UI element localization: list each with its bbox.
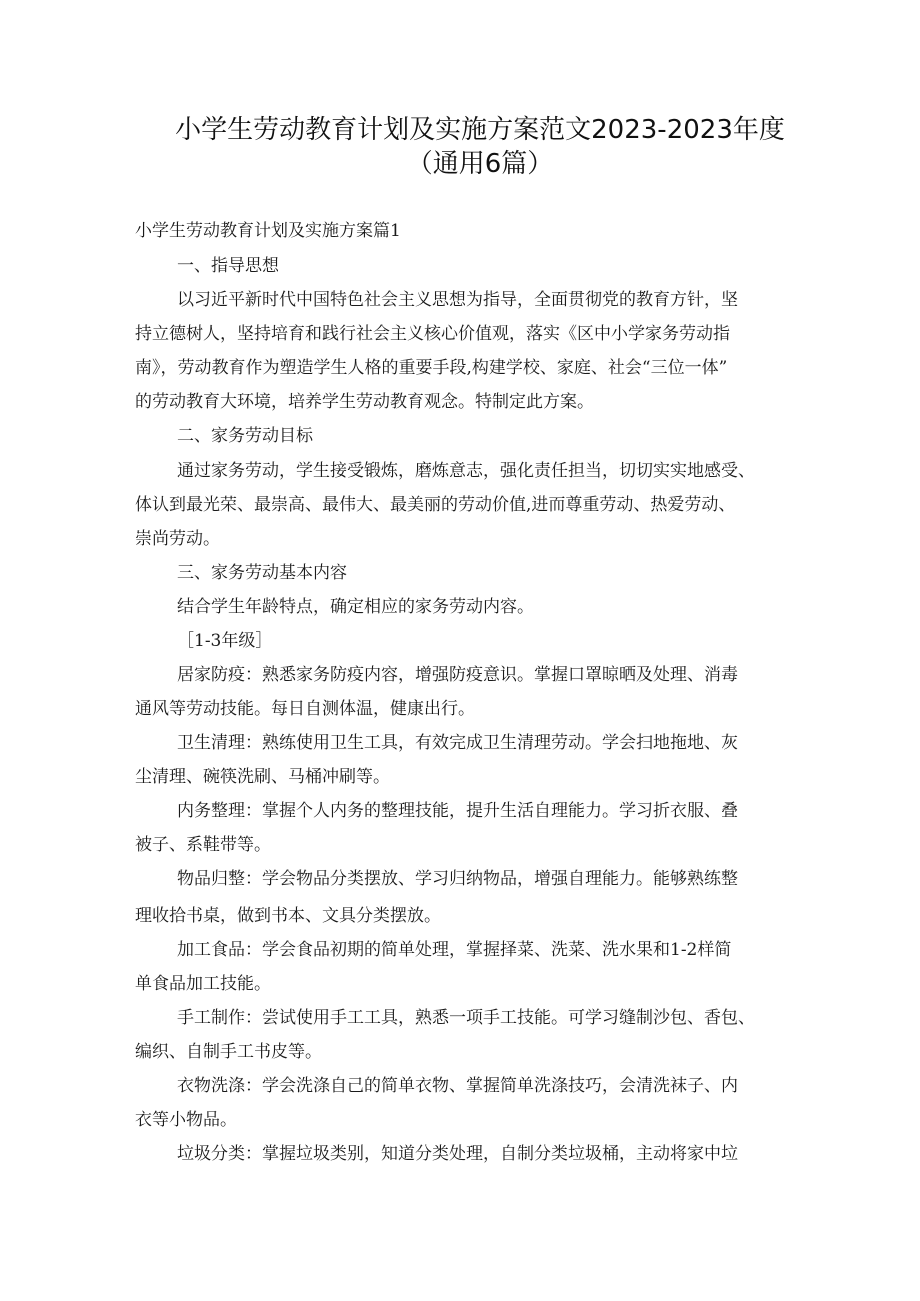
paragraph-line: 通风等劳动技能。每日自测体温，健康出行。 [135, 699, 475, 719]
paragraph-line: 衣物洗涤：学会洗涤自己的简单衣物、掌握简单洗涤技巧，会清洗袜子、内 [177, 1076, 738, 1096]
paragraph-line: 尘清理、碗筷洗刷、马桶冲刷等。 [135, 767, 390, 787]
document-subtitle: （通用6篇） [406, 149, 554, 179]
paragraph-line: 居家防疫：熟悉家务防疫内容，增强防疫意识。掌握口罩晾晒及处理、消毒 [177, 665, 738, 685]
paragraph-line: 以习近平新时代中国特色社会主义思想为指导，全面贯彻党的教育方针，坚 [177, 290, 738, 310]
document-title: 小学生劳动教育计划及实施方案范文2023-2023年度 [175, 115, 785, 145]
paragraph-line: 的劳动教育大环境，培养学生劳动教育观念。特制定此方案。 [135, 392, 594, 412]
paragraph-line: 结合学生年龄特点，确定相应的家务劳动内容。 [177, 597, 534, 617]
paragraph-line: 单食品加工技能。 [135, 974, 271, 994]
paragraph-line: 南》，劳动教育作为塑造学生人格的重要手段,构建学校、家庭、社会“三位一体” [135, 358, 728, 378]
paragraph-line: 垃圾分类：掌握垃圾类别，知道分类处理，自制分类垃圾桶，主动将家中垃 [177, 1144, 738, 1164]
paragraph-line: 编织、自制手工书皮等。 [135, 1042, 322, 1062]
grade-label: ［1-3年级］ [177, 631, 273, 651]
paragraph-line: 手工制作：尝试使用手工工具，熟悉一项手工技能。可学习缝制沙包、香包、 [177, 1008, 755, 1028]
paragraph-line: 卫生清理：熟练使用卫生工具，有效完成卫生清理劳动。学会扫地拖地、灰 [177, 733, 738, 753]
paragraph-line: 被子、系鞋带等。 [135, 835, 271, 855]
paragraph-line: 体认到最光荣、最崇高、最伟大、最美丽的劳动价值,进而尊重劳动、热爱劳动、 [135, 495, 736, 515]
section-heading: 小学生劳动教育计划及实施方案篇1 [135, 221, 401, 241]
paragraph-line: 通过家务劳动，学生接受锻炼，磨炼意志，强化责任担当，切切实实地感受、 [177, 461, 755, 481]
heading-guiding-ideology: 一、指导思想 [177, 256, 279, 276]
heading-basic-content: 三、家务劳动基本内容 [177, 563, 347, 583]
paragraph-line: 加工食品：学会食品初期的简单处理，掌握择菜、洗菜、洗水果和1-2样简 [177, 940, 732, 960]
paragraph-line: 内务整理：掌握个人内务的整理技能，提升生活自理能力。学习折衣服、叠 [177, 801, 738, 821]
paragraph-line: 理收拾书桌，做到书本、文具分类摆放。 [135, 906, 441, 926]
paragraph-line: 衣等小物品。 [135, 1110, 237, 1130]
heading-labor-goals: 二、家务劳动目标 [177, 426, 313, 446]
paragraph-line: 持立德树人，坚持培育和践行社会主义核心价值观，落实《区中小学家务劳动指 [135, 324, 730, 344]
paragraph-line: 崇尚劳动。 [135, 529, 220, 549]
paragraph-line: 物品归整：学会物品分类摆放、学习归纳物品，增强自理能力。能够熟练整 [177, 869, 738, 889]
